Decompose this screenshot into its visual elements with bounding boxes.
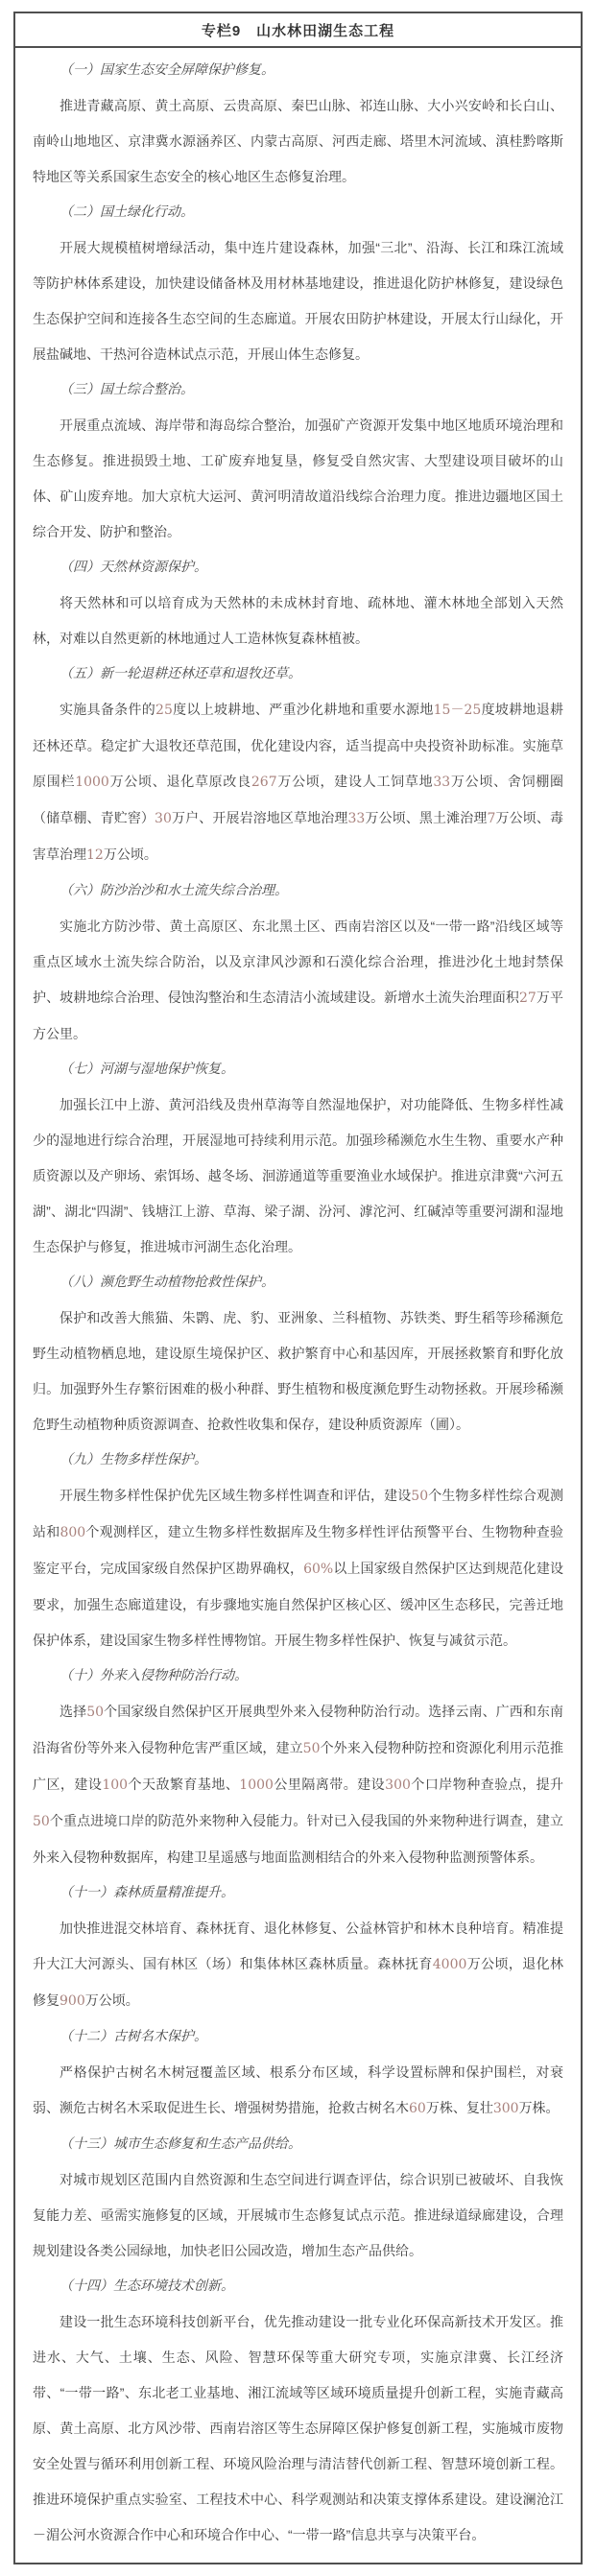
section-13-heading: （十三）城市生态修复和生态产品供给。	[60, 2136, 301, 2152]
section-3-heading: （三）国土综合整治。	[60, 382, 194, 397]
section-4-paragraph: 将天然林和可以培育成为天然林的未成林封育地、疏林地、灌木林地全部划入天然林，对难以自然更新的林地通过人工造林恢复森林植被。	[33, 595, 563, 646]
section-10-paragraph: 选择50个国家级自然保护区开展典型外来入侵物种防治行动。选择云南、广西和东南沿海省份等外来入侵物种危害严重区域，建立50个外来入侵物种防控和资源化利用示范推广区，建设100个天敌繁育基地、1000公里隔离带。建设300个口岸物种查验点，提升50个重点进境口岸的防范外来物种入侵能力。针对已入侵我国的外来物种进行调查，建立外来入侵物种数据库，构建卫星遥感与地面监测相结合的外来入侵物种监测预警体系。	[33, 1704, 564, 1865]
section-14-paragraph: 建设一批生态环境科技创新平台，优先推动建设一批专业化环保高新技术开发区。推进水、大气、土壤、生态、风险、智慧环保等重大研究专项，实施京津冀、长江经济带、“一带一路”、东北老工业基地、湘江流域等区域环境质量提升创新工程，实施青藏高原、黄土高原、北方风沙带、西南岩溶区等生态屏障区保护修复创新工程，实施城市废物安全处置与循环利用创新工程、环境风险治理与清洁替代创新工程、智慧环境创新工程。推进环境保护重点实验室、工程技术中心、科学观测站和决策支撑体系建设。建设澜沧江－湄公河水资源合作中心和环境合作中心、“一带一路”信息共享与决策平台。	[33, 2314, 563, 2542]
document-body	[15, 48, 581, 2563]
section-7-paragraph: 加强长江中上游、黄河沿线及贵州草海等自然湿地保护，对功能降低、生物多样性减少的湿地进行综合治理，开展湿地可持续利用示范。加强珍稀濒危水生生物、重要水产种质资源以及产卵场、索饵场、越冬场、洄游通道等重要渔业水域保护。推进京津冀“六河五湖”、湖北“四湖”、钱塘江上游、草海、梁子湖、汾河、滹沱河、红碱淖等重要河湖和湿地生态保护与修复，推进城市河湖生态化治理。	[33, 1097, 563, 1254]
section-5-paragraph: 实施具备条件的25度以上坡耕地、严重沙化耕地和重要水源地15－25度坡耕地退耕还林还草。稳定扩大退牧还草范围，优化建设内容，适当提高中央投资补助标准。实施草原围栏1000万公顷、退化草原改良267万公顷，建设人工饲草地33万公顷、舍饲棚圈（储草棚、青贮窖）30万户、开展岩溶地区草地治理33万公顷、黑土滩治理7万公顷、毒害草治理12万公顷。	[33, 702, 564, 863]
section-9-heading: （九）生物多样性保护。	[60, 1452, 207, 1467]
column-9-document-box	[13, 12, 583, 2564]
section-8-paragraph: 保护和改善大熊猫、朱鹮、虎、豹、亚洲象、兰科植物、苏铁类、野生稻等珍稀濒危野生动植物栖息地，建设原生境保护区、救护繁育中心和基因库，开展拯救繁育和野化放归。加强野外生存繁衍困难的极小种群、野生植物和极度濒危野生动物拯救。开展珍稀濒危野生动植物种质资源调查、抢救性收集和保存，建设种质资源库（圃）。	[33, 1310, 563, 1432]
section-10	[33, 1658, 563, 1875]
section-14	[33, 2269, 563, 2553]
section-4-heading: （四）天然林资源保护。	[60, 560, 207, 575]
section-1-heading: （一）国家生态安全屏障保护修复。	[60, 62, 274, 78]
section-10-heading: （十）外来入侵物种防治行动。	[60, 1668, 248, 1683]
section-11-heading: （十一）森林质量精准提升。	[60, 1885, 234, 1900]
section-5	[33, 656, 563, 873]
section-2-paragraph: 开展大规模植树增绿活动，集中连片建设森林，加强“三北”、沿海、长江和珠江流域等防护林体系建设，加快建设储备林及用材林基地建设，推进退化防护林修复，建设绿色生态保护空间和连接各生态空间的生态廊道。开展农田防护林建设，开展太行山绿化，开展盐碱地、干热河谷造林试点示范，开展山体生态修复。	[33, 240, 563, 362]
section-8-heading: （八）濒危野生动植物抢救性保护。	[60, 1275, 274, 1290]
section-2	[33, 195, 563, 372]
section-3-paragraph: 开展重点流域、海岸带和海岛综合整治，加强矿产资源开发集中地区地质环境治理和生态修复。推进损毁土地、工矿废弃地复垦，修复受自然灾害、大型建设项目破坏的山体、矿山废弃地。加大京杭大运河、黄河明清故道沿线综合治理力度。推进边疆地区国土综合开发、防护和整治。	[33, 417, 563, 539]
section-6	[33, 873, 563, 1052]
section-6-heading: （六）防沙治沙和水土流失综合治理。	[60, 883, 288, 898]
section-2-heading: （二）国土绿化行动。	[60, 204, 194, 220]
section-1-paragraph: 推进青藏高原、黄土高原、云贵高原、秦巴山脉、祁连山脉、大小兴安岭和长白山、南岭山地地区、京津冀水源涵养区、内蒙古高原、河西走廊、塔里木河流域、滇桂黔喀斯特地区等关系国家生态安全的核心地区生态修复治理。	[33, 98, 563, 184]
section-12-paragraph: 严格保护古树名木树冠覆盖区域、根系分布区域，科学设置标牌和保护围栏，对衰弱、濒危古树名木采取促进生长、增强树势措施，抢救古树名木60万株、复壮300万株。	[33, 2064, 563, 2116]
section-9-paragraph: 开展生物多样性保护优先区域生物多样性调查和评估，建设50个生物多样性综合观测站和800个观测样区，建立生物多样性数据库及生物多样性评估预警平台、生物物种查验鉴定平台，完成国家级自然保护区勘界确权，60%以上国家级自然保护区达到规范化建设要求，加强生态廊道建设，有步骤地实施自然保护区核心区、缓冲区生态移民，完善迁地保护体系，建设国家生物多样性博物馆。开展生物多样性保护、恢复与减贫示范。	[33, 1488, 564, 1648]
section-11	[33, 1875, 563, 2019]
section-6-paragraph: 实施北方防沙带、黄土高原区、东北黑土区、西南岩溶区以及“一带一路”沿线区域等重点区域水土流失综合防治，以及京津风沙源和石漠化综合治理，推进沙化土地封禁保护、坡耕地综合治理、侵蚀沟整治和生态清洁小流域建设。新增水土流失治理面积27万平方公里。	[33, 918, 564, 1041]
section-7	[33, 1052, 563, 1265]
section-12-heading: （十二）古树名木保护。	[60, 2029, 207, 2044]
section-4	[33, 550, 563, 656]
section-13-paragraph: 对城市规划区范围内自然资源和生态空间进行调查评估，综合识别已被破坏、自我恢复能力差、亟需实施修复的区域，开展城市生态修复试点示范。推进绿道绿廊建设，合理规划建设各类公园绿地，加快老旧公园改造，增加生态产品供给。	[33, 2172, 563, 2258]
section-12	[33, 2019, 563, 2127]
section-1	[33, 53, 563, 195]
document-title: 专栏9 山水林田湖生态工程	[15, 13, 581, 48]
section-14-heading: （十四）生态环境技术创新。	[60, 2278, 234, 2294]
section-13	[33, 2127, 563, 2269]
section-5-heading: （五）新一轮退耕还林还草和退牧还草。	[60, 666, 301, 681]
section-11-paragraph: 加快推进混交林培育、森林抚育、退化林修复、公益林管护和林木良种培育。精准提升大江大河源头、国有林区（场）和集体林区森林质量。森林抚育4000万公顷，退化林修复900万公顷。	[33, 1920, 564, 2009]
section-3	[33, 372, 563, 550]
section-9	[33, 1443, 563, 1658]
section-8	[33, 1265, 563, 1443]
section-7-heading: （七）河湖与湿地保护恢复。	[60, 1061, 234, 1077]
